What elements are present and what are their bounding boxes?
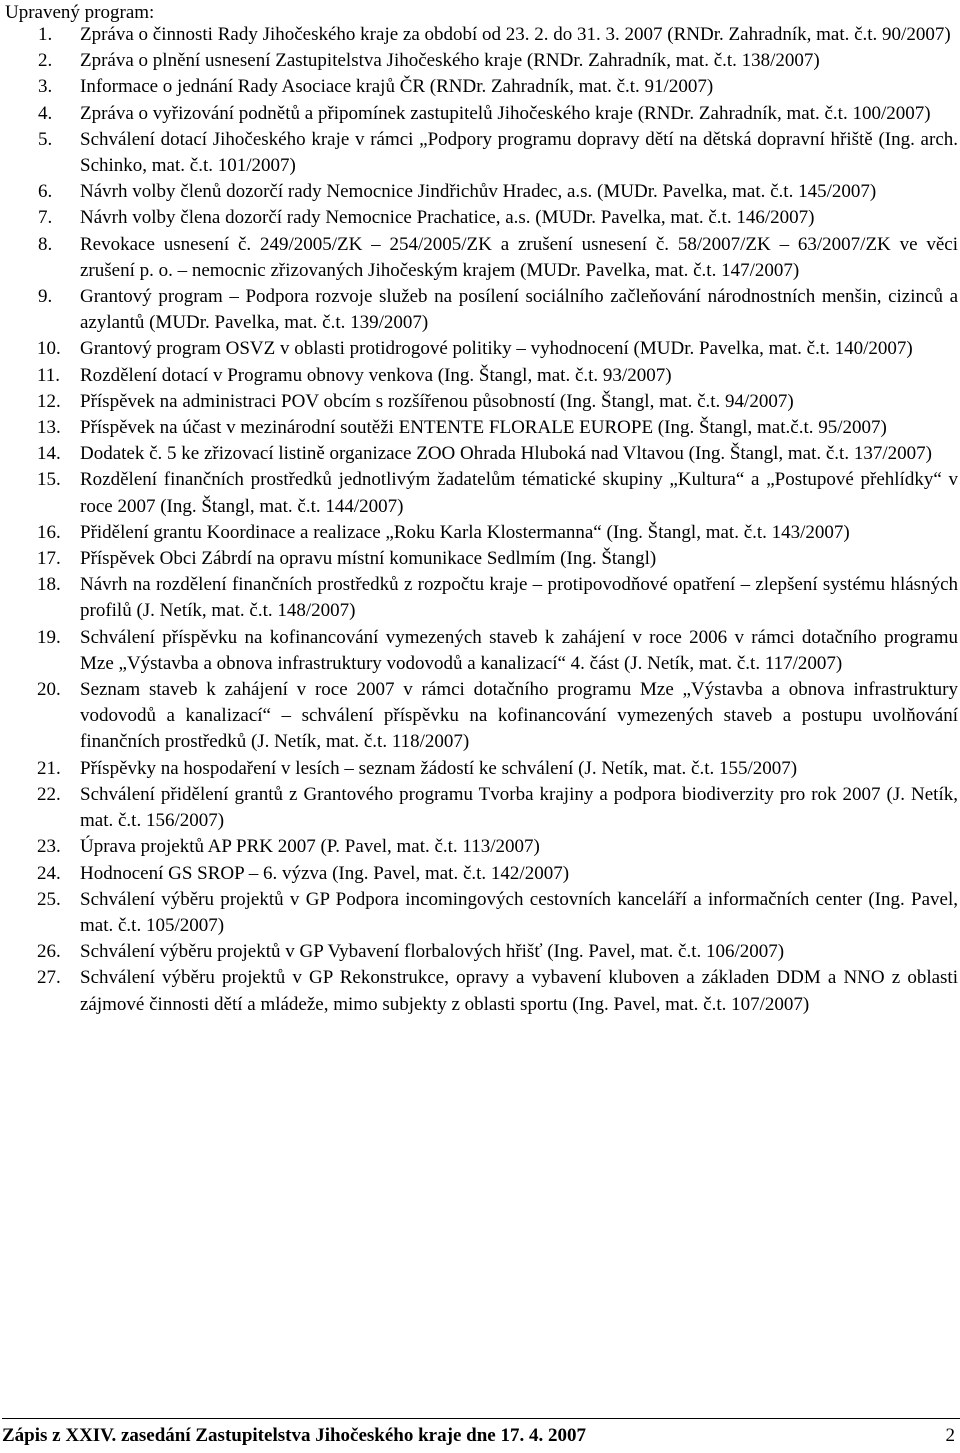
agenda-item-text: Informace o jednání Rady Asociace krajů ČR (RNDr. Zahradník, mat. č.t. 91/2007) [80,76,714,98]
agenda-item-text: Schválení příspěvku na kofinancování vymezených staveb k zahájení v roce 2006 v rámci dotačního programu Mze „Výstavba a obnova infrastruktury vodovodů a kanalizací“ 4. část (J. Netík, mat. č.t. 117/2007) [80,626,958,674]
agenda-item [4,48,958,74]
agenda-item-number: 17. [37,548,61,570]
agenda-item-number: 27. [37,967,61,989]
agenda-item [4,834,958,860]
agenda-item [4,546,958,572]
agenda-item-text: Zpráva o plnění usnesení Zastupitelstva Jihočeského kraje (RNDr. Zahradník, mat. č.t. 138/2007) [80,50,820,72]
agenda-item-text: Rozdělení dotací v Programu obnovy venkova (Ing. Štangl, mat. č.t. 93/2007) [80,364,672,386]
agenda-item [4,520,958,546]
agenda-item [4,389,958,415]
agenda-item-text: Přidělení grantu Koordinace a realizace „Roku Karla Klostermanna“ (Ing. Štangl, mat. č.t. 143/2007) [80,521,850,543]
agenda-item-text: Příspěvky na hospodaření v lesích – seznam žádostí ke schválení (J. Netík, mat. č.t. 155/2007) [80,757,798,779]
agenda-item-number: 8. [38,233,53,255]
footer-title: Zápis z XXIV. zasedání Zastupitelstva Jihočeského kraje dne 17. 4. 2007 [2,1425,586,1446]
agenda-item [4,232,958,284]
agenda-item [4,625,958,677]
agenda-item-text: Revokace usnesení č. 249/2005/ZK – 254/2005/ZK a zrušení usnesení č. 58/2007/ZK – 63/2007/ZK ve věci zrušení p. o. – nemocnic zřizovaných Jihočeským krajem (MUDr. Pavelka, mat. č.t. 147/2007) [80,233,958,281]
agenda-item-text: Grantový program – Podpora rozvoje služeb na posílení sociálního začleňování národnostních menšin, cizinců a azylantů (MUDr. Pavelka, mat. č.t. 139/2007) [80,286,958,334]
agenda-item-text: Příspěvek Obci Zábrdí na opravu místní komunikace Sedlmím (Ing. Štangl) [80,548,657,570]
agenda-item-text: Schválení výběru projektů v GP Rekonstrukce, opravy a vybavení kluboven a základen DDM a NNO z oblasti zájmové činnosti dětí a mládeže, mimo subjekty z oblasti sportu (Ing. Pavel, mat. č.t. 107/2007) [80,967,958,1015]
agenda-item-text: Příspěvek na účast v mezinárodní soutěži ENTENTE FLORALE EUROPE (Ing. Štangl, mat.č.t. 95/2007) [80,417,887,439]
agenda-item [4,939,958,965]
agenda-item [4,284,958,336]
agenda-item [4,179,958,205]
agenda-item-number: 5. [38,128,53,150]
agenda-item-number: 12. [37,390,61,412]
agenda-item [4,572,958,624]
agenda-item-text: Rozdělení finančních prostředků jednotlivým žadatelům tématické skupiny „Kultura“ a „Postupové přehlídky“ v roce 2007 (Ing. Štangl, mat. č.t. 144/2007) [80,469,958,517]
agenda-item-text: Návrh volby členů dozorčí rady Nemocnice Jindřichův Hradec, a.s. (MUDr. Pavelka, mat. č.t. 145/2007) [80,181,877,203]
agenda-item-number: 6. [38,181,53,203]
agenda-item [4,205,958,231]
agenda-item-number: 15. [37,469,61,491]
agenda-item-text: Návrh na rozdělení finančních prostředků z rozpočtu kraje – protipovodňové opatření – zlepšení systému hlásných profilů (J. Netík, mat. č.t. 148/2007) [80,574,958,622]
agenda-item-text: Zpráva o vyřizování podnětů a připomínek zastupitelů Jihočeského kraje (RNDr. Zahradník, mat. č.t. 100/2007) [80,102,931,124]
agenda-item-number: 22. [37,783,61,805]
agenda-item-text: Schválení výběru projektů v GP Podpora incomingových cestovních kanceláří a informačních center (Ing. Pavel, mat. č.t. 105/2007) [80,888,958,936]
agenda-item-text: Seznam staveb k zahájení v roce 2007 v rámci dotačního programu Mze „Výstavba a obnova infrastruktury vodovodů a kanalizací“ – schválení příspěvku na kofinancování vymezených staveb a postupu uvolňování finančních prostředků (J. Netík, mat. č.t. 118/2007) [80,679,958,753]
agenda-item-text: Dodatek č. 5 ke zřizovací listině organizace ZOO Ohrada Hluboká nad Vltavou (Ing. Štangl, mat. č.t. 137/2007) [80,443,932,465]
agenda-item [4,22,958,48]
agenda-item-text: Schválení dotací Jihočeského kraje v rámci „Podpory programu dopravy dětí na dětská dopravní hřiště (Ing. arch. Schinko, mat. č.t. 101/2007) [80,128,958,177]
agenda-item-text: Schválení přidělení grantů z Grantového programu Tvorba krajiny a podpora biodiverzity pro rok 2007 (J. Netík, mat. č.t. 156/2007) [80,783,958,832]
agenda-item-number: 16. [37,521,61,543]
agenda-item [4,467,958,519]
agenda-item-number: 23. [37,836,61,858]
agenda-item [4,363,958,389]
agenda-item-text: Příspěvek na administraci POV obcím s rozšířenou působností (Ing. Štangl, mat. č.t. 94/2007) [80,390,794,412]
agenda-item-number: 3. [38,76,53,98]
agenda-list [4,22,958,1018]
agenda-item [4,782,958,834]
agenda-item-number: 25. [37,888,61,910]
page-footer [2,1418,960,1452]
agenda-item-number: 21. [37,757,61,779]
agenda-item [4,965,958,1017]
agenda-item-number: 14. [37,443,61,465]
agenda-item-number: 9. [38,286,53,308]
agenda-item [4,861,958,887]
agenda-item-number: 13. [37,417,61,439]
agenda-item-number: 18. [37,574,61,596]
agenda-item-number: 20. [37,679,61,701]
agenda-item [4,887,958,939]
agenda-item-number: 1. [38,24,53,45]
agenda-item [4,336,958,362]
agenda-item-text: Grantový program OSVZ v oblasti protidrogové politiky – vyhodnocení (MUDr. Pavelka, mat. č.t. 140/2007) [80,338,913,360]
agenda-item-text: Úprava projektů AP PRK 2007 (P. Pavel, mat. č.t. 113/2007) [80,836,540,858]
agenda-item [4,441,958,467]
agenda-item [4,127,958,179]
agenda-item-text: Návrh volby člena dozorčí rady Nemocnice Prachatice, a.s. (MUDr. Pavelka, mat. č.t. 146/2007) [80,207,815,229]
page-number: 2 [945,1425,955,1446]
agenda-item [4,756,958,782]
agenda-item-number: 10. [37,338,61,360]
agenda-item-number: 4. [38,102,53,124]
agenda-item [4,677,958,756]
agenda-item-number: 2. [38,50,53,72]
agenda-item-text: Schválení výběru projektů v GP Vybavení florbalových hřišť (Ing. Pavel, mat. č.t. 106/2007) [80,941,785,963]
agenda-item-number: 11. [37,364,61,386]
agenda-item [4,415,958,441]
agenda-item [4,101,958,127]
agenda-item-number: 24. [37,862,61,884]
agenda-item-text: Hodnocení GS SROP – 6. výzva (Ing. Pavel, mat. č.t. 142/2007) [80,862,570,884]
agenda-item [4,74,958,100]
agenda-item-number: 19. [37,626,61,648]
agenda-item-text: Zpráva o činnosti Rady Jihočeského kraje za období od 23. 2. do 31. 3. 2007 (RNDr. Zahradník, mat. č.t. 90/2007) [80,24,951,45]
agenda-item-number: 7. [38,207,53,229]
program-heading: Upravený program: [5,2,155,23]
agenda-item-number: 26. [37,941,61,963]
